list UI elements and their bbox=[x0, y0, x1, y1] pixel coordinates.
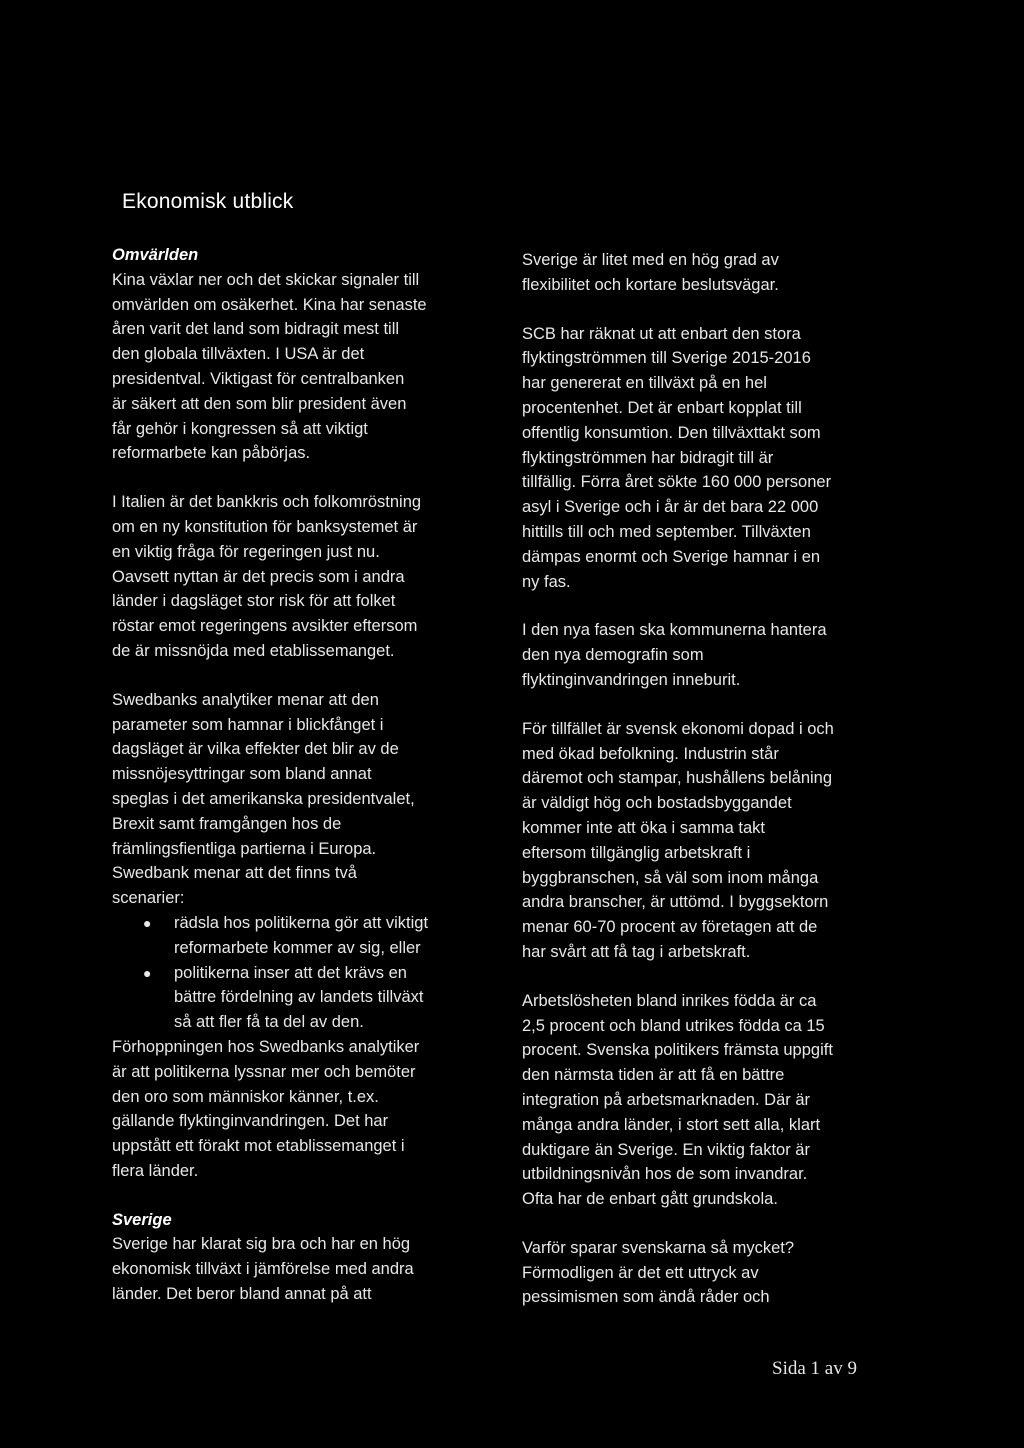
paragraph: Sverige har klarat sig bra och har en hög ekonomisk tillväxt i jämförelse med andra länder. Det beror bland annat på att bbox=[112, 1235, 414, 1304]
paragraph: Arbetslösheten bland inrikes födda är ca 2,5 procent och bland utrikes födda ca 15 procent. Svenska politikers främsta uppgift den närmsta tiden är att få en bättre integration på arbetsmarknaden. Där är många andra länder, i stort sett alla, klart duktigare än Sverige. En viktig faktor är utbildningsnivån hos de som invandrar. Ofta har de enbart gått grundskola. bbox=[522, 991, 833, 1209]
page-number: Sida 1 av 9 bbox=[772, 1358, 857, 1379]
paragraph: För tillfället är svensk ekonomi dopad i och med ökad befolkning. Industrin står däremot och stampar, hushållens belåning är väldigt hög och bostadsbyggandet kommer inte att öka i samma takt eftersom tillgänglig arbetskraft i byggbranschen, så väl som inom många andra branscher, är uttömd. I byggsektorn menar 60-70 procent av företagen att de har svårt att få tag i arbetskraft. bbox=[522, 719, 834, 961]
bullet-icon: ● bbox=[143, 964, 152, 981]
left-column bbox=[112, 243, 484, 1331]
paragraph: Förhoppningen hos Swedbanks analytiker är att politikerna lyssnar mer och bemöter den oro som människor känner, t.ex. gällande flyktinginvandringen. Det har uppstått ett förakt mot etablissemanget i flera länder. bbox=[112, 1037, 420, 1180]
section-heading-sverige: Sverige bbox=[112, 1210, 172, 1229]
bullet-icon: ● bbox=[143, 914, 152, 931]
paragraph: Sverige är litet med en hög grad av flexibilitet och kortare beslutsvägar. bbox=[522, 251, 779, 294]
document-title: Ekonomisk utblick bbox=[122, 190, 294, 213]
list-item-text: rädsla hos politikerna gör att viktigt reformarbete kommer av sig, eller bbox=[174, 913, 429, 957]
paragraph: SCB har räknat ut att enbart den stora flyktingströmmen till Sverige 2015-2016 har genererat en tillväxt på en hel procentenhet. Det är enbart kopplat till offentlig konsumtion. Den tillväxttakt som flyktingströmmen har bidragit till är tillfällig. Förra året sökte 160 000 personer asyl i Sverige och i år är det bara 22 000 hittills till och med september. Tillväxten dämpas enormt och Sverige hamnar i en ny fas. bbox=[522, 324, 832, 591]
paragraph: Varför sparar svenskarna så mycket? Förmodligen är det ett uttryck av pessimismen som ändå råder och bbox=[522, 1238, 795, 1307]
right-column bbox=[522, 248, 890, 1334]
scenario-list bbox=[112, 911, 484, 1035]
paragraph: Swedbanks analytiker menar att den parameter som hamnar i blickfånget i dagsläget är vilka effekter det blir av de missnöjesyttringar som bland annat speglas i det amerikanska presidentvalet, Brexit samt framgången hos de främlingsfientliga partierna i Europa. Swedbank menar att det finns två scenarier: bbox=[112, 690, 415, 908]
paragraph: I Italien är det bankkris och folkomröstning om en ny konstitution för banksystemet är en viktig fråga för regeringen just nu. Oavsett nyttan är det precis som i andra länder i dagsläget stor risk för att folket röstar emot regeringens avsikter eftersom de är missnöjda med etablissemanget. bbox=[112, 493, 422, 660]
list-item-text: politikerna inser att det krävs en bättre fördelning av landets tillväxt så att fler få ta del av den. bbox=[174, 963, 424, 1032]
section-heading-omvarlden: Omvärlden bbox=[112, 246, 199, 264]
paragraph: I den nya fasen ska kommunerna hantera den nya demografin som flyktinginvandringen inneburit. bbox=[522, 621, 827, 689]
paragraph: Kina växlar ner och det skickar signaler till omvärlden om osäkerhet. Kina har senaste åren varit det land som bidragit mest till den globala tillväxten. I USA är det presidentval. Viktigast för centralbanken är säkert att den som blir president även får gehör i kongressen så att viktigt reformarbete kan påbörjas. bbox=[112, 270, 427, 463]
list-item bbox=[143, 961, 484, 1035]
list-item bbox=[143, 911, 484, 961]
